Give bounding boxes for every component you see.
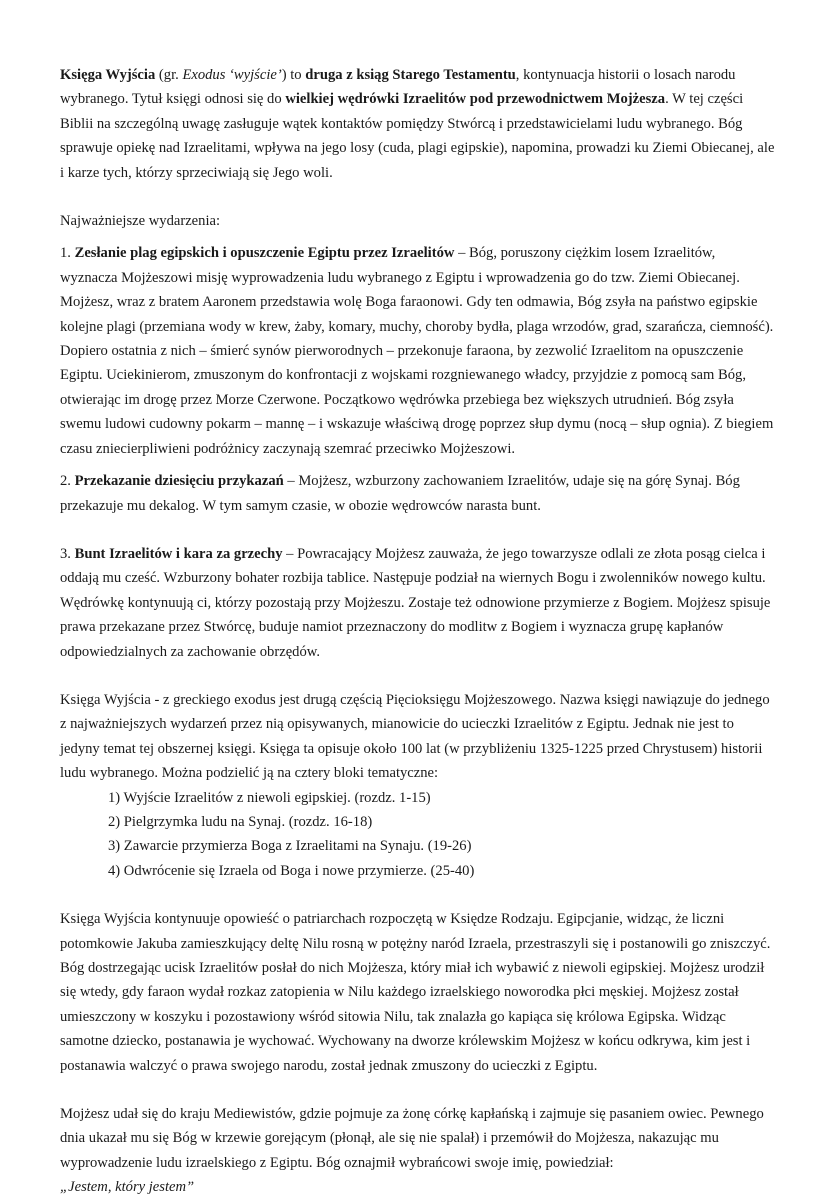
- intro-text: . W tej części Biblii na szczególną uwagę zasługuje wątek kontaktów pomiędzy Stwórcą i przedstawicielami ludu wybranego. Bóg sprawuje opiekę nad Izraelitami, wpływa na jego losy (cuda, plagi egipskie), napomina, prowadzi ku Ziemi Obiecanej, ale i karze tych, którzy sprzeciwiają się Jego woli.: [60, 91, 775, 181]
- document-body: [60, 63, 776, 1200]
- intro-text: , kontynuacja historii o losach narodu wybranego. Tytuł księgi odnosi się do: [60, 67, 736, 108]
- event-title: Przekazanie dziesięciu przykazań: [74, 473, 284, 490]
- event-title: Zesłanie plag egipskich i opuszczenie Egiptu przez Izraelitów: [74, 245, 455, 262]
- history-paragraph: Księga Wyjścia kontynuuje opowieść o patriarchach rozpoczętą w Księdze Rodzaju. Egipcjanie, widząc, że liczni potomkowie Jakuba zamieszkujący deltę Nilu rosną w potężny naród Izraela, przestraszyli się i postanowili go zniszczyć. Bóg dostrzegając ucisk Izraelitów posłał do nich Mojżesza, który miał ich wybawić z niewoli egipskiej. Mojżesz urodził się wtedy, gdy faraon wydał rozkaz zatopienia w Nilu każdego izraelskiego noworodka płci męskiej. Mojżesz został umieszczony w koszyku i pozostawiony wśród sitowia Nilu, tak znalazła go kapiąca się królowa Egipska. Widząc samotne dziecko, postanawia je wychować. Wychowany na dworze królewskim Mojżesz w końcu odkrywa, kim jest i postanawia walczyć o prawa swojego narodu, został jednak zmuszony do ucieczki z Egiptu.: [60, 911, 771, 1074]
- intro-text: (gr.: [155, 67, 183, 83]
- event-item: [60, 241, 776, 461]
- intro-greek-term: Exodus ‘wyjście’: [182, 67, 282, 83]
- event-number: 1.: [60, 245, 75, 262]
- paragraph-text: Mojżesz udał się do kraju Mediewistów, gdzie pojmuje za żonę córkę kapłańską i zajmuje się pasaniem owiec. Pewnego dnia ukazał mu się Bóg w krzewie gorejącym (płonął, ale się nie spalał) i przemówił do Mojżesza, nakazując mu wyprowadzenie ludu izraelskiego z Egiptu. Bóg oznajmił wybrańcowi swoje imię, powiedział:: [60, 1106, 764, 1171]
- event-item: [60, 542, 776, 664]
- intro-emphasis: druga z ksiąg Starego Testamentu: [305, 67, 516, 83]
- event-text: – Powracający Mojżesz zauważa, że jego towarzysze odlali ze złota posąg cielca i oddają mu cześć. Wzburzony bohater rozbija tablice. Następuje podział na wiernych Bogu i zwolenników nowego kultu. Wędrówkę kontynuują ci, którzy pozostają przy Mojżeszu. Zostaje też odnowione przymierze z Bogiem. Mojżesz spisuje prawa przekazane przez Stwórcę, buduje namiot przeznaczony do modlitw z Bogiem i wyznacza grupę kapłanów odpowiedzialnych za zachowanie obrzędów.: [60, 545, 771, 660]
- thematic-blocks-list: [60, 786, 776, 884]
- overview-paragraph: Księga Wyjścia - z greckiego exodus jest drugą częścią Pięcioksięgu Mojżeszowego. Nazwa księgi nawiązuje do jednego z najważniejszych wydarzeń przez nią opisywanych, mianowicie do ucieczki Izraelitów z Egiptu. Jednak nie jest to jedyny temat tej obszernej księgi. Księga ta opisuje około 100 lat (w przybliżeniu 1325-1225 przed Chrystusem) historii ludu wybranego. Można podzielić ją na cztery bloki tematyczne:: [60, 691, 770, 782]
- event-text: – Bóg, poruszony ciężkim losem Izraelitów, wyznacza Mojżeszowi misję wyprowadzenia ludu wybranego z Egiptu i wprowadzenia go do tzw. Ziemi Obiecanej. Mojżesz, wraz z bratem Aaronem przedstawia wolę Boga faraonowi. Gdy ten odmawia, Bóg zsyła na państwo egipskie kolejne plagi (przemiana wody w krew, żaby, komary, muchy, choroby bydła, plaga wrzodów, grad, szarańcza, ciemność). Dopiero ostatnia z nich – śmierć synów pierworodnych – przekonuje faraona, by zezwolić Izraelitom na opuszczenie Egiptu. Uciekinierom, zmuszonym do konfrontacji z wojskami rozgniewanego władcy, przyjdzie z pomocą sam Bóg, otwierając im drogę przez Morze Czerwone. Początkowo wędrówka przebiega bez większych utrudnień. Bóg zsyła swemu ludowi cudowny pokarm – mannę – i wskazuje właściwą drogę poprzez słup dymu (nocą – słup ognia). Z biegiem czasu zniecierpliwieni podróżnicy zaczynają szemrać przeciwko Mojżeszowi.: [60, 245, 774, 457]
- event-item: [60, 469, 776, 518]
- list-item: 1) Wyjście Izraelitów z niewoli egipskiej. (rozdz. 1-15): [108, 789, 431, 806]
- event-title: Bunt Izraelitów i kara za grzechy: [74, 545, 283, 562]
- events-heading: Najważniejsze wydarzenia:: [60, 213, 221, 230]
- list-item: 3) Zawarcie przymierza Boga z Izraelitami na Synaju. (19-26): [108, 838, 472, 855]
- intro-paragraph: [60, 63, 776, 185]
- event-number: 2.: [60, 473, 75, 490]
- list-item: 4) Odwrócenie się Izraela od Boga i nowe przymierze. (25-40): [108, 862, 475, 879]
- list-item: 2) Pielgrzymka ludu na Synaj. (rozdz. 16-18): [108, 813, 373, 830]
- event-number: 3.: [60, 545, 75, 562]
- event-text: – Mojżesz, wzburzony zachowaniem Izraelitów, udaje się na górę Synaj. Bóg przekazuje mu dekalog. W tym samym czasie, w obozie wędrowców narasta bunt.: [60, 473, 740, 514]
- divine-name-quote: „Jestem, który jestem”: [60, 1179, 195, 1196]
- book-title: Księga Wyjścia: [60, 67, 156, 83]
- intro-emphasis: wielkiej wędrówki Izraelitów pod przewodnictwem Mojżesza: [285, 91, 666, 108]
- burning-bush-paragraph: [60, 1102, 776, 1200]
- intro-text: ) to: [281, 67, 306, 83]
